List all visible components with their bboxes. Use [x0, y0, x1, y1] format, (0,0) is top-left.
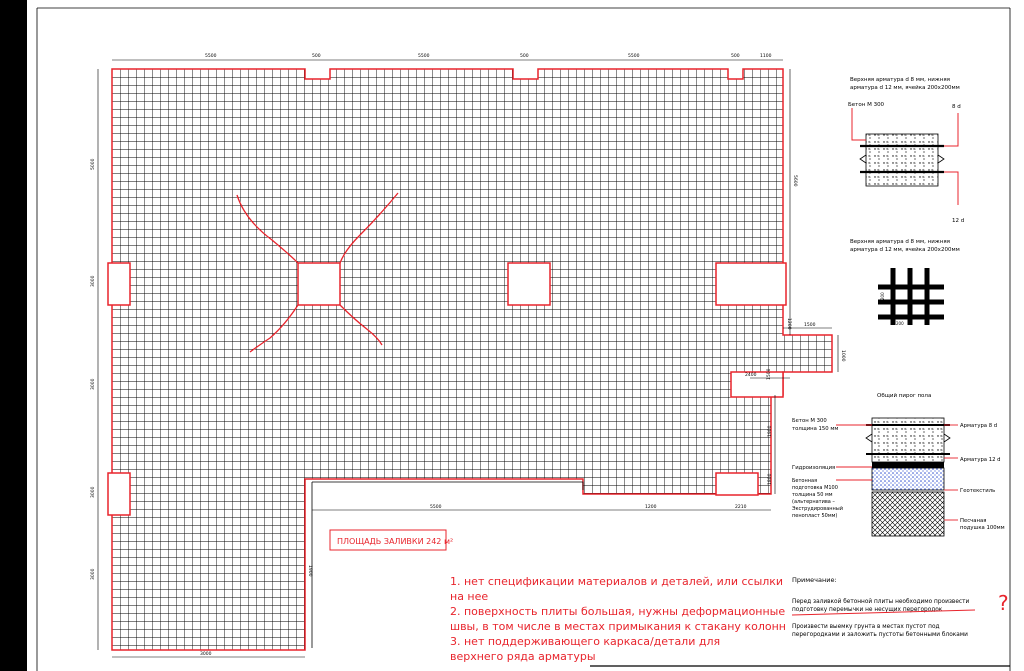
wall-recess — [716, 263, 786, 305]
section-concrete-label: Бетон М 300 — [792, 418, 827, 424]
top-rebar-label: 8 d — [952, 104, 961, 110]
section-prep-4: (альтернатива – — [792, 499, 835, 505]
review-comments — [450, 575, 786, 663]
detail-upper-caption-2: арматура d 12 мм, ячейка 200х200мм — [850, 85, 960, 91]
section-prep-3: толщина 50 мм — [792, 492, 833, 498]
waterproofing-layer — [872, 462, 944, 468]
section-rebar-bottom: Арматура 12 d — [960, 457, 1001, 463]
dim-top-7: 1100 — [760, 54, 772, 59]
dim-bottom-4: 2210 — [735, 505, 747, 510]
detail-grid-caption-2: арматура d 12 мм, ячейка 200х200мм — [850, 247, 960, 253]
dim-inner: 1900 — [307, 565, 312, 577]
question-mark: ? — [998, 591, 1009, 615]
area-label: ПЛОЩАДЬ ЗАЛИВКИ 242 м² — [337, 537, 454, 546]
wall-recess — [108, 473, 130, 515]
dim-left-5: 3000 — [91, 568, 96, 580]
section-prep-5: Экструдированный — [792, 506, 843, 512]
dim-left-2: 3000 — [91, 275, 96, 287]
dim-right-1: 5600 — [792, 175, 797, 187]
dim-top-3: 5500 — [418, 54, 430, 59]
dim-right-6: 1800 — [768, 473, 773, 485]
section-prep-6: пенопласт 50мм) — [792, 513, 838, 519]
dim-bottom-2: 5500 — [430, 505, 442, 510]
wall-recess — [108, 263, 130, 305]
dim-left-1: 5000 — [91, 158, 96, 170]
detail-upper-section — [848, 77, 964, 224]
dim-top-1: 5500 — [205, 54, 217, 59]
dim-right-2: 1200 — [786, 318, 791, 330]
dim-left-4: 3000 — [91, 486, 96, 498]
review-line-6: верхнего ряда арматуры — [450, 650, 596, 663]
dim-top-4: 500 — [520, 54, 529, 59]
section-prep-1: Бетонная — [792, 478, 818, 484]
dim-top-2: 500 — [312, 54, 321, 59]
grid-dim-v: 200 — [880, 292, 885, 300]
dim-right-4: 1500 — [767, 368, 772, 380]
detail-upper-caption-1: Верхняя арматура d 8 мм, нижняя — [850, 77, 950, 83]
section-caption: Общий пирог пола — [877, 393, 932, 399]
notes-block — [792, 576, 1009, 638]
detail-floor-section — [792, 392, 1005, 536]
dim-top-6: 500 — [731, 54, 740, 59]
section-sand-2: подушка 100мм — [960, 525, 1005, 531]
note-1-line-1: Перед заливкой бетонной плиты необходимо произвести — [792, 599, 970, 605]
review-line-4: швы, в том числе в местах примыкания к стакану колонн — [450, 620, 786, 633]
section-prep-2: подготовка М100 — [792, 485, 838, 491]
review-line-1: 1. нет спецификации материалов и деталей, или ссылки — [450, 575, 784, 588]
dim-bottom-1: 3000 — [200, 652, 212, 657]
section-geotextile: Геотекстиль — [960, 488, 996, 494]
section-waterproof: Гидроизоляция — [792, 465, 836, 471]
dim-top-5: 5500 — [628, 54, 640, 59]
prep-layer — [872, 468, 944, 490]
column-opening — [298, 263, 340, 305]
review-line-2: на нее — [450, 590, 489, 603]
review-line-5: 3. нет поддерживающего каркаса/детали для — [450, 635, 721, 648]
slab-plan — [108, 67, 838, 653]
wall-recess — [716, 473, 758, 495]
dim-right-5: 1900 — [768, 425, 773, 437]
section-rebar-top: Арматура 8 d — [960, 423, 998, 429]
section-concrete-label-2: толщина 150 мм — [792, 426, 839, 432]
wall-recess — [731, 372, 783, 397]
concrete-slab — [866, 134, 938, 186]
dim-left-3: 3000 — [91, 378, 96, 390]
sand-layer — [872, 492, 944, 536]
note-1-line-2: подготовку перемычки не несущих перегородок — [792, 607, 943, 613]
dim-right-3: 1000 — [840, 350, 845, 362]
grid-dim-h: 200 — [896, 321, 904, 326]
detail-grid-caption-1: Верхняя арматура d 8 мм, нижняя — [850, 239, 950, 245]
bottom-rebar-label: 12 d — [952, 218, 965, 224]
dim-notch-2: 2400 — [745, 373, 757, 378]
detail-rebar-grid — [850, 239, 960, 326]
concrete-label: Бетон М 300 — [848, 102, 885, 108]
dim-bottom-3: 1200 — [645, 505, 657, 510]
dim-notch-1: 1500 — [804, 323, 816, 328]
section-sand-1: Песчаная — [960, 518, 987, 524]
review-line-3: 2. поверхность плиты большая, нужны деформационные — [450, 605, 786, 618]
notes-heading: Примечание: — [792, 576, 837, 584]
note-2-line-2: перегородками и заложить пустоты бетонными блоками — [792, 632, 968, 638]
rebar-grid — [110, 67, 838, 653]
note-2-line-1: Произвести выемку грунта в местах пустот под — [792, 624, 940, 630]
column-opening — [508, 263, 550, 305]
